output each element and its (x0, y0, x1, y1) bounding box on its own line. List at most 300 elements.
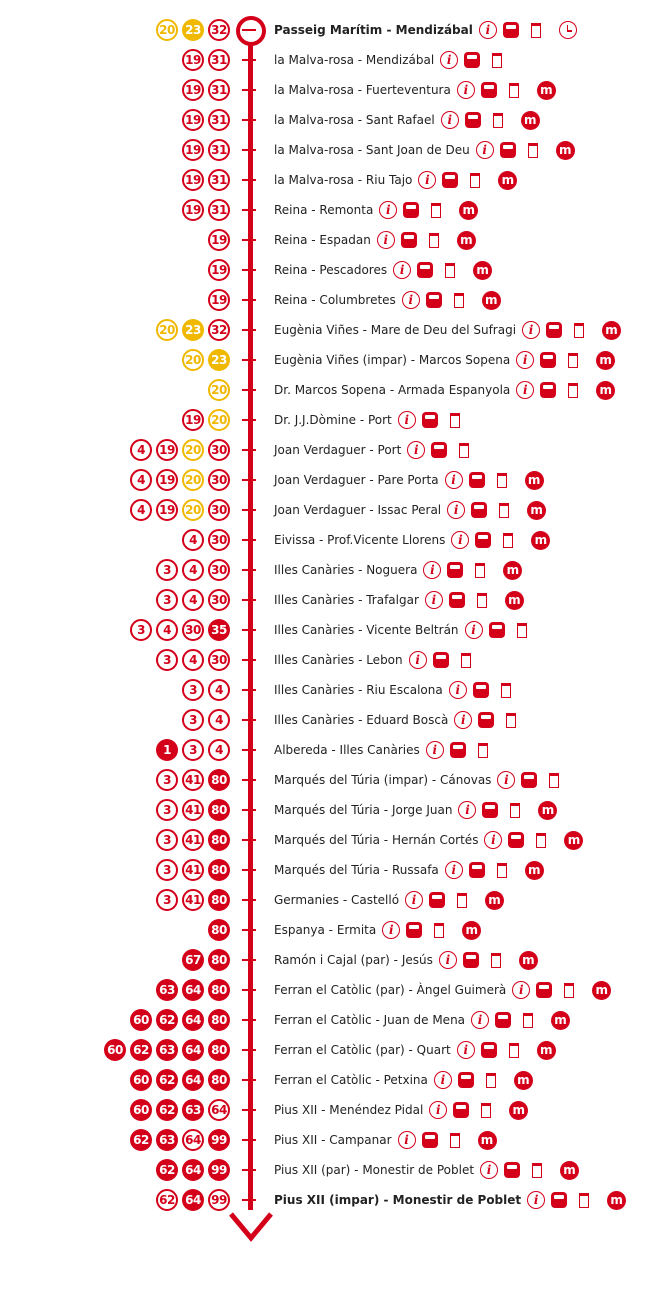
line-badge[interactable]: 62 (130, 1039, 152, 1061)
info-icon[interactable]: i (445, 861, 463, 879)
stop-row[interactable] (0, 825, 670, 855)
stop-row[interactable] (0, 915, 670, 945)
stop-row[interactable] (0, 1155, 670, 1185)
line-badge[interactable]: 63 (156, 1039, 178, 1061)
line-badge[interactable]: 3 (156, 889, 178, 911)
line-badge[interactable]: 80 (208, 919, 230, 941)
info-icon[interactable]: i (480, 1161, 498, 1179)
stop-info (274, 1005, 570, 1035)
stop-name[interactable]: la Malva-rosa - Mendizábal (274, 53, 435, 67)
info-icon[interactable]: i (458, 801, 476, 819)
bin-icon (431, 203, 441, 218)
stop-row[interactable] (0, 1005, 670, 1035)
info-icon[interactable]: i (398, 1131, 416, 1149)
info-icon[interactable]: i (425, 591, 443, 609)
bus-stop-icon (471, 502, 487, 518)
bin-icon (523, 1013, 533, 1028)
line-badge[interactable]: 30 (208, 469, 230, 491)
info-icon[interactable]: i (409, 651, 427, 669)
stop-row[interactable] (0, 945, 670, 975)
bus-stop-icon (508, 832, 524, 848)
line-badge[interactable]: 64 (182, 979, 204, 1001)
line-badge[interactable]: 4 (182, 559, 204, 581)
stop-info (274, 735, 494, 765)
info-icon[interactable]: i (522, 321, 540, 339)
stop-name[interactable]: Reina - Remonta (274, 203, 374, 217)
line-badges (182, 409, 230, 431)
line-badge[interactable]: 80 (208, 889, 230, 911)
info-icon[interactable]: i (512, 981, 530, 999)
stop-name[interactable]: Marqués del Túria - Hernán Cortés (274, 833, 479, 847)
bin-icon (549, 773, 559, 788)
stop-name[interactable]: Germanies - Castelló (274, 893, 400, 907)
line-badge[interactable]: 19 (208, 289, 230, 311)
stop-row[interactable] (0, 765, 670, 795)
line-badge[interactable]: 19 (182, 49, 204, 71)
line-badge[interactable]: 31 (208, 109, 230, 131)
line-badge[interactable]: 4 (208, 709, 230, 731)
stop-name[interactable]: Illes Canàries - Lebon (274, 653, 403, 667)
info-icon[interactable]: i (465, 621, 483, 639)
line-badge[interactable]: 20 (182, 499, 204, 521)
line-badge[interactable]: 20 (182, 349, 204, 371)
line-badge[interactable]: 64 (182, 1039, 204, 1061)
bin-icon (509, 83, 519, 98)
stop-tick (242, 959, 256, 961)
line-badge[interactable]: 3 (156, 589, 178, 611)
info-icon[interactable]: i (407, 441, 425, 459)
line-badge[interactable]: 80 (208, 829, 230, 851)
bin-icon (497, 473, 507, 488)
bin-icon (492, 53, 502, 68)
stop-info (274, 1185, 626, 1215)
stop-name[interactable]: Ramón i Cajal (par) - Jesús (274, 953, 433, 967)
line-badge[interactable]: 19 (156, 499, 178, 521)
bin-icon (568, 383, 578, 398)
line-badge[interactable]: 4 (130, 499, 152, 521)
line-badge[interactable]: 19 (208, 259, 230, 281)
line-badges (156, 889, 230, 911)
bin-icon (457, 893, 467, 908)
info-icon[interactable]: i (497, 771, 515, 789)
line-badge[interactable]: 41 (182, 829, 204, 851)
metro-icon: m (592, 981, 611, 1000)
line-badge[interactable]: 32 (208, 19, 230, 41)
stop-name[interactable]: Pius XII - Menéndez Pidal (274, 1103, 424, 1117)
line-badge[interactable]: 41 (182, 859, 204, 881)
stop-tick (242, 269, 256, 271)
stop-name[interactable]: Ferran el Catòlic - Juan de Mena (274, 1013, 466, 1027)
stop-info (274, 105, 540, 135)
metro-icon: m (525, 861, 544, 880)
info-icon[interactable]: i (382, 921, 400, 939)
stop-row[interactable] (0, 675, 670, 705)
bin-icon (434, 923, 444, 938)
stop-row[interactable] (0, 345, 670, 375)
stop-name[interactable]: Eugènia Viñes - Mare de Deu del Sufragi (274, 323, 517, 337)
info-icon[interactable]: i (429, 1101, 447, 1119)
line-badge[interactable]: 31 (208, 49, 230, 71)
metro-icon: m (519, 951, 538, 970)
bus-stop-icon (536, 982, 552, 998)
stop-name[interactable]: Reina - Columbretes (274, 293, 396, 307)
stop-tick (242, 809, 256, 811)
line-badge[interactable]: 41 (182, 889, 204, 911)
stop-tick (242, 629, 256, 631)
line-badge[interactable]: 63 (182, 1099, 204, 1121)
line-badge[interactable]: 30 (208, 589, 230, 611)
info-icon[interactable]: i (451, 531, 469, 549)
info-icon[interactable]: i (516, 381, 534, 399)
line-badge[interactable]: 64 (182, 1009, 204, 1031)
line-badge[interactable]: 19 (182, 79, 204, 101)
line-badge[interactable]: 20 (156, 319, 178, 341)
stop-name[interactable]: Marqués del Túria - Jorge Juan (274, 803, 453, 817)
line-badge[interactable]: 64 (182, 1069, 204, 1091)
stop-name[interactable]: la Malva-rosa - Sant Rafael (274, 113, 435, 127)
stop-name[interactable]: Espanya - Ermita (274, 923, 377, 937)
metro-icon: m (596, 381, 615, 400)
line-badge[interactable]: 23 (182, 319, 204, 341)
info-icon[interactable]: i (457, 1041, 475, 1059)
stop-name[interactable]: Joan Verdaguer - Pare Porta (274, 473, 439, 487)
stop-row[interactable] (0, 555, 670, 585)
stop-name[interactable]: la Malva-rosa - Riu Tajo (274, 173, 413, 187)
line-badge[interactable]: 19 (182, 169, 204, 191)
line-badge[interactable]: 62 (156, 1069, 178, 1091)
line-badge[interactable]: 3 (130, 619, 152, 641)
stop-tick (242, 1079, 256, 1081)
line-badge[interactable]: 80 (208, 769, 230, 791)
line-badges (130, 499, 230, 521)
line-badge[interactable]: 4 (156, 619, 178, 641)
stop-row[interactable] (0, 495, 670, 525)
stop-row[interactable] (0, 225, 670, 255)
stop-name[interactable]: Ferran el Catòlic (par) - Quart (274, 1043, 451, 1057)
stop-name[interactable]: Illes Canàries - Vicente Beltrán (274, 623, 459, 637)
stop-name[interactable]: Passeig Marítim - Mendizábal (274, 23, 473, 37)
info-icon[interactable]: i (379, 201, 397, 219)
line-badge[interactable]: 3 (156, 859, 178, 881)
line-badge[interactable]: 80 (208, 1069, 230, 1091)
info-icon[interactable]: i (393, 261, 411, 279)
line-badge[interactable]: 41 (182, 799, 204, 821)
stop-info (274, 795, 557, 825)
stop-info (274, 435, 475, 465)
line-badge[interactable]: 80 (208, 949, 230, 971)
stop-tick (242, 779, 256, 781)
line-badge[interactable]: 31 (208, 199, 230, 221)
line-badge[interactable]: 62 (156, 1159, 178, 1181)
line-badge[interactable]: 1 (156, 739, 178, 761)
metro-icon: m (556, 141, 575, 160)
stop-row[interactable] (0, 1125, 670, 1155)
stop-row[interactable] (0, 615, 670, 645)
line-badge[interactable]: 80 (208, 1039, 230, 1061)
stop-row[interactable] (0, 1185, 670, 1215)
stop-row[interactable] (0, 795, 670, 825)
stop-row[interactable] (0, 1035, 670, 1065)
line-badge[interactable]: 60 (130, 1009, 152, 1031)
stop-name[interactable]: Pius XII (impar) - Monestir de Poblet (274, 1193, 522, 1207)
stop-name[interactable]: Reina - Pescadores (274, 263, 388, 277)
line-badge[interactable]: 41 (182, 769, 204, 791)
stop-name[interactable]: Ferran el Catòlic (par) - Àngel Guimerà (274, 983, 507, 997)
line-badge[interactable]: 31 (208, 139, 230, 161)
line-badge[interactable]: 62 (156, 1009, 178, 1031)
line-badge[interactable]: 19 (208, 229, 230, 251)
bus-stop-icon (429, 892, 445, 908)
line-badge[interactable]: 4 (208, 739, 230, 761)
line-badge[interactable]: 3 (182, 739, 204, 761)
info-icon[interactable]: i (484, 831, 502, 849)
line-badge[interactable]: 80 (208, 859, 230, 881)
stop-name[interactable]: Joan Verdaguer - Port (274, 443, 402, 457)
line-badge[interactable]: 64 (182, 1159, 204, 1181)
stop-info (274, 945, 538, 975)
info-icon[interactable]: i (439, 951, 457, 969)
line-badge[interactable]: 3 (182, 709, 204, 731)
stop-row[interactable] (0, 645, 670, 675)
info-icon[interactable]: i (471, 1011, 489, 1029)
stop-name[interactable]: Dr. Marcos Sopena - Armada Espanyola (274, 383, 511, 397)
line-badge[interactable]: 19 (156, 469, 178, 491)
line-badge[interactable]: 64 (182, 1189, 204, 1211)
stop-name[interactable]: Illes Canàries - Noguera (274, 563, 418, 577)
line-badges (130, 469, 230, 491)
stop-row[interactable] (0, 525, 670, 555)
stop-name[interactable]: Dr. J.J.Dòmine - Port (274, 413, 392, 427)
line-badge[interactable]: 35 (208, 619, 230, 641)
bus-stop-icon (426, 292, 442, 308)
line-badge[interactable]: 30 (208, 529, 230, 551)
line-badge[interactable]: 3 (182, 679, 204, 701)
line-badge[interactable]: 19 (182, 109, 204, 131)
clock-icon (559, 21, 577, 39)
line-badge[interactable]: 3 (156, 769, 178, 791)
bus-stop-icon (453, 1102, 469, 1118)
info-icon[interactable]: i (454, 711, 472, 729)
bin-icon (459, 443, 469, 458)
metro-icon: m (564, 831, 583, 850)
bus-stop-icon (433, 652, 449, 668)
stop-row[interactable] (0, 465, 670, 495)
line-badge[interactable]: 30 (208, 499, 230, 521)
info-icon[interactable]: i (479, 21, 497, 39)
stop-name[interactable]: Marqués del Túria - Russafa (274, 863, 439, 877)
stop-info (274, 465, 544, 495)
line-badges (208, 229, 230, 251)
bus-stop-icon (469, 862, 485, 878)
line-badge[interactable]: 31 (208, 79, 230, 101)
stop-info (274, 315, 621, 345)
line-badge[interactable]: 23 (182, 19, 204, 41)
info-icon[interactable]: i (516, 351, 534, 369)
stop-row[interactable] (0, 255, 670, 285)
stop-info (274, 45, 508, 75)
stop-row[interactable] (0, 735, 670, 765)
line-badge[interactable]: 4 (130, 439, 152, 461)
line-badge[interactable]: 20 (208, 409, 230, 431)
line-badge[interactable]: 60 (104, 1039, 126, 1061)
stop-name[interactable]: la Malva-rosa - Fuerteventura (274, 83, 451, 97)
stop-row[interactable] (0, 315, 670, 345)
stop-name[interactable]: Ferran el Catòlic - Petxina (274, 1073, 428, 1087)
line-badge[interactable]: 30 (182, 619, 204, 641)
line-badge[interactable]: 19 (182, 199, 204, 221)
bin-icon (499, 503, 509, 518)
stop-row[interactable] (0, 435, 670, 465)
bin-icon (568, 353, 578, 368)
info-icon[interactable]: i (476, 141, 494, 159)
line-badge[interactable]: 30 (208, 439, 230, 461)
line-badges (182, 679, 230, 701)
metro-icon: m (607, 1191, 626, 1210)
info-icon[interactable]: i (402, 291, 420, 309)
stop-name[interactable]: la Malva-rosa - Sant Joan de Deu (274, 143, 470, 157)
line-badge[interactable]: 3 (156, 649, 178, 671)
stop-info (274, 75, 556, 105)
bus-stop-icon (495, 1012, 511, 1028)
line-badge[interactable]: 99 (208, 1129, 230, 1151)
line-badge[interactable]: 3 (156, 829, 178, 851)
bin-icon (579, 1193, 589, 1208)
info-icon[interactable]: i (449, 681, 467, 699)
stop-name[interactable]: Pius XII - Campanar (274, 1133, 392, 1147)
line-badge[interactable]: 63 (156, 1129, 178, 1151)
line-badge[interactable]: 4 (182, 649, 204, 671)
stop-tick (242, 59, 256, 61)
line-badge[interactable]: 99 (208, 1189, 230, 1211)
bus-stop-icon (449, 592, 465, 608)
stop-row[interactable] (0, 405, 670, 435)
bin-icon (528, 143, 538, 158)
line-badge[interactable]: 20 (182, 469, 204, 491)
line-badge[interactable]: 67 (182, 949, 204, 971)
line-badge[interactable]: 60 (130, 1069, 152, 1091)
line-badge[interactable]: 20 (156, 19, 178, 41)
line-badge[interactable]: 30 (208, 649, 230, 671)
stop-name[interactable]: Illes Canàries - Riu Escalona (274, 683, 443, 697)
line-badge[interactable]: 62 (130, 1129, 152, 1151)
stop-row[interactable] (0, 165, 670, 195)
stop-row[interactable] (0, 705, 670, 735)
stop-row[interactable] (0, 195, 670, 225)
line-badge[interactable]: 31 (208, 169, 230, 191)
stop-row[interactable] (0, 1095, 670, 1125)
stop-row[interactable] (0, 975, 670, 1005)
line-badge[interactable]: 64 (182, 1129, 204, 1151)
line-badges (130, 439, 230, 461)
stop-row[interactable] (0, 855, 670, 885)
metro-icon: m (509, 1101, 528, 1120)
metro-icon: m (485, 891, 504, 910)
stop-row[interactable] (0, 285, 670, 315)
stop-info (274, 255, 492, 285)
info-icon[interactable]: i (398, 411, 416, 429)
stop-tick (242, 29, 256, 31)
info-icon[interactable]: i (527, 1191, 545, 1209)
line-badges (130, 1099, 230, 1121)
line-badge[interactable]: 80 (208, 1009, 230, 1031)
stop-name[interactable]: Eugènia Viñes (impar) - Marcos Sopena (274, 353, 511, 367)
stop-row[interactable] (0, 135, 670, 165)
stop-name[interactable]: Illes Canàries - Trafalgar (274, 593, 419, 607)
line-badge[interactable]: 4 (182, 529, 204, 551)
info-icon[interactable]: i (377, 231, 395, 249)
stop-row[interactable] (0, 75, 670, 105)
stop-row[interactable] (0, 105, 670, 135)
line-badge[interactable]: 19 (182, 139, 204, 161)
stop-name[interactable]: Joan Verdaguer - Issac Peral (274, 503, 442, 517)
stop-name[interactable]: Illes Canàries - Eduard Boscà (274, 713, 449, 727)
line-badge[interactable]: 4 (130, 469, 152, 491)
info-icon[interactable]: i (440, 51, 458, 69)
line-badge[interactable]: 60 (130, 1099, 152, 1121)
bin-icon (501, 683, 511, 698)
stop-row[interactable] (0, 15, 670, 45)
line-badge[interactable]: 23 (208, 349, 230, 371)
info-icon[interactable]: i (405, 891, 423, 909)
info-icon[interactable]: i (423, 561, 441, 579)
line-badge[interactable]: 99 (208, 1159, 230, 1181)
stop-tick (242, 689, 256, 691)
info-icon[interactable]: i (426, 741, 444, 759)
stop-name[interactable]: Pius XII (par) - Monestir de Poblet (274, 1163, 475, 1177)
info-icon[interactable]: i (447, 501, 465, 519)
info-icon[interactable]: i (441, 111, 459, 129)
stop-row[interactable] (0, 1065, 670, 1095)
line-badge[interactable]: 19 (182, 409, 204, 431)
info-icon[interactable]: i (457, 81, 475, 99)
line-badge[interactable]: 32 (208, 319, 230, 341)
stop-tick (242, 359, 256, 361)
line-badge[interactable]: 80 (208, 979, 230, 1001)
line-badge[interactable]: 3 (156, 799, 178, 821)
line-badge[interactable]: 4 (182, 589, 204, 611)
stop-row[interactable] (0, 375, 670, 405)
stop-name[interactable]: Albereda - Illes Canàries (274, 743, 420, 757)
line-badge[interactable]: 4 (208, 679, 230, 701)
stop-row[interactable] (0, 885, 670, 915)
line-badge[interactable]: 64 (208, 1099, 230, 1121)
line-badge[interactable]: 20 (208, 379, 230, 401)
info-icon[interactable]: i (434, 1071, 452, 1089)
line-badge[interactable]: 30 (208, 559, 230, 581)
line-badge[interactable]: 3 (156, 559, 178, 581)
line-badge[interactable]: 20 (182, 439, 204, 461)
stop-name[interactable]: Eivissa - Prof.Vicente Llorens (274, 533, 446, 547)
stop-row[interactable] (0, 585, 670, 615)
line-badges (156, 799, 230, 821)
bus-stop-icon (521, 772, 537, 788)
line-badge[interactable]: 80 (208, 799, 230, 821)
stop-tick (242, 299, 256, 301)
line-badge[interactable]: 62 (156, 1099, 178, 1121)
stop-info (274, 495, 546, 525)
info-icon[interactable]: i (445, 471, 463, 489)
stop-name[interactable]: Marqués del Túria (impar) - Cánovas (274, 773, 492, 787)
line-badge[interactable]: 63 (156, 979, 178, 1001)
info-icon[interactable]: i (418, 171, 436, 189)
line-badges (130, 619, 230, 641)
stop-row[interactable] (0, 45, 670, 75)
stop-name[interactable]: Reina - Espadan (274, 233, 371, 247)
line-badge[interactable]: 19 (156, 439, 178, 461)
line-badge[interactable]: 62 (156, 1189, 178, 1211)
stop-tick (242, 719, 256, 721)
metro-icon: m (602, 321, 621, 340)
